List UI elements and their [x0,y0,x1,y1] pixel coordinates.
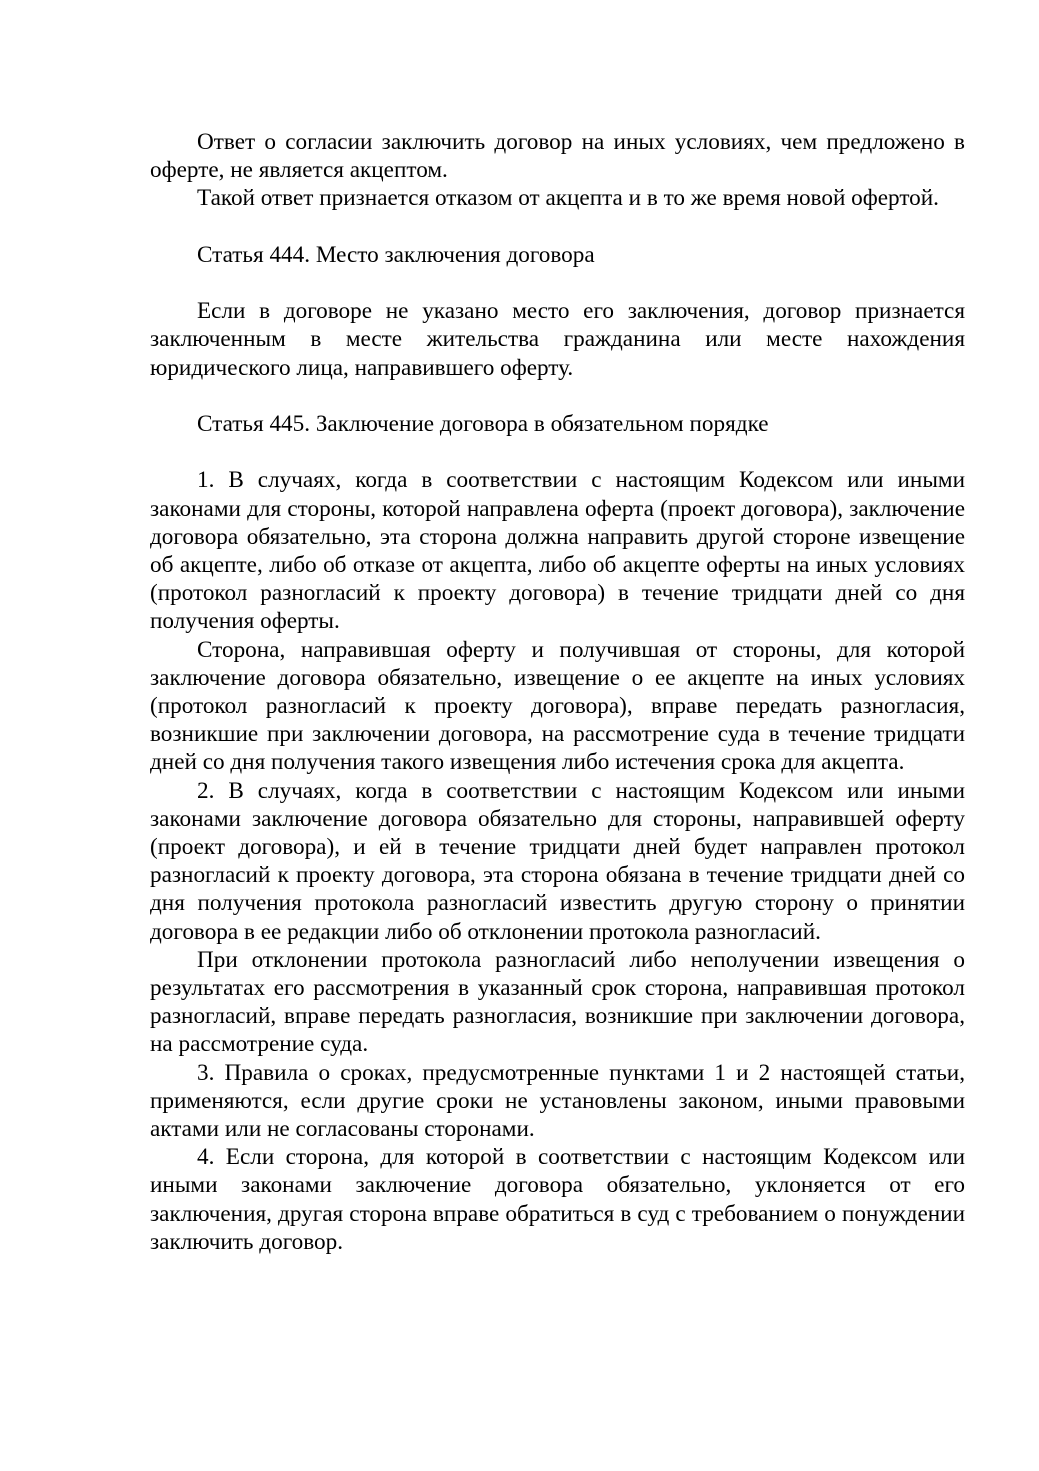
article-444-title: Статья 444. Место заключения договора [197,241,595,268]
article-445-title: Статья 445. Заключение договора в обязательном порядке [197,410,769,437]
document-page [150,128,965,1256]
paragraph-art445-5: 3. Правила о сроках, предусмотренные пунктами 1 и 2 настоящей статьи, применяются, если другие сроки не установлены законом, иными правовыми актами или не согласованы сторонами. [150,1059,965,1143]
paragraph-art445-4: При отклонении протокола разногласий либо неполучении извещения о результатах его рассмотрения в указанный срок сторона, направившая протокол разногласий, вправе передать разногласия, возникшие при заключении договора, на рассмотрение суда. [150,946,965,1058]
spacer [150,382,965,410]
paragraph-art445-1: 1. В случаях, когда в соответствии с настоящим Кодексом или иными законами для стороны, которой направлена оферта (проект договора), заключение договора обязательно, эта сторона должна направить другой стороне извещение об акцепте, либо об отказе от акцепта, либо об акцепте оферты на иных условиях (протокол разногласий к проекту договора) в течение тридцати дней со дня получения оферты. [150,467,965,635]
paragraph-art445-6: 4. Если сторона, для которой в соответствии с настоящим Кодексом или иными законами заключение договора обязательно, уклоняется от его заключения, другая сторона вправе обратиться в суд с требованием о понуждении заключить договор. [150,1144,965,1255]
spacer [150,213,965,241]
paragraph-art445-2: Сторона, направившая оферту и получившая от стороны, для которой заключение договора обязательно, извещение о ее акцепте на иных условиях (протокол разногласий к проекту договора), вправе передать разногласия, возникшие при заключении договора, на рассмотрение суда в течение тридцати дней со дня получения такого извещения либо истечения срока для акцепта. [150,636,965,776]
paragraph-refusal-new-offer: Такой ответ признается отказом от акцепта и в то же время новой офертой. [197,185,939,212]
spacer [150,269,965,297]
paragraph-offer-other-terms: Ответ о согласии заключить договор на иных условиях, чем предложено в оферте, не является акцептом. [150,129,965,184]
spacer [150,438,965,466]
paragraph-art444-1: Если в договоре не указано место его заключения, договор признается заключенным в месте жительства гражданина или месте нахождения юридического лица, направившего оферту. [150,298,965,381]
paragraph-art445-3: 2. В случаях, когда в соответствии с настоящим Кодексом или иными законами заключение договора обязательно для стороны, направившей оферту (проект договора), и ей в течение тридцати дней будет направлен протокол разногласий к проекту договора, эта сторона обязана в течение тридцати дней со дня получения протокола разногласий известить другую сторону о принятии договора в ее редакции либо об отклонении протокола разногласий. [150,777,965,945]
